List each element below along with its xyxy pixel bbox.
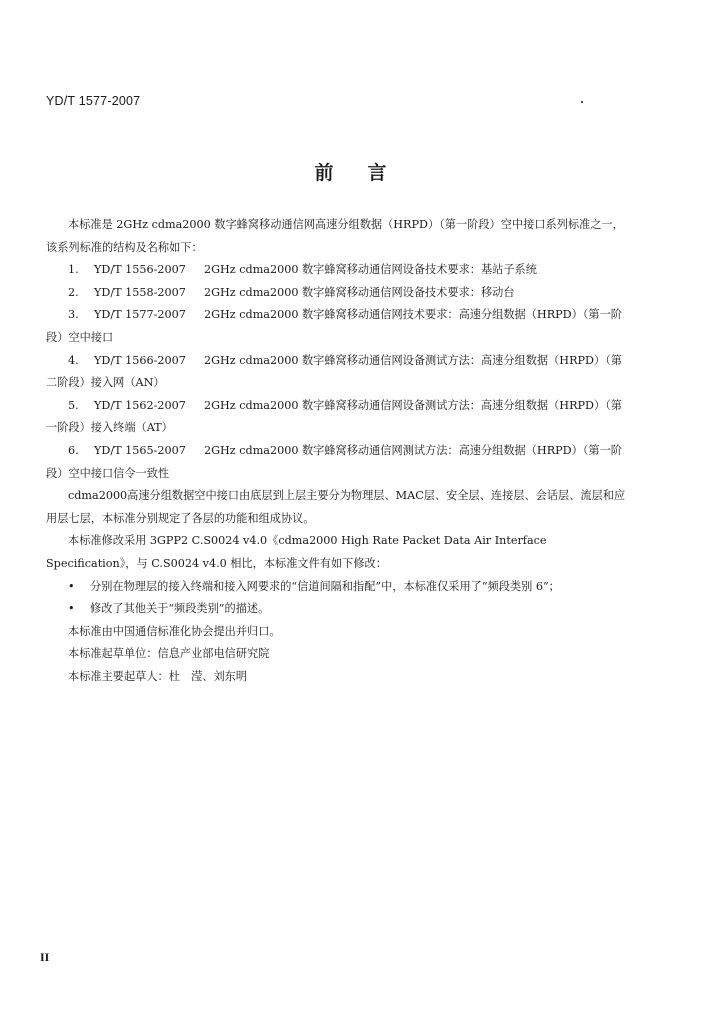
bullet-icon: • bbox=[68, 602, 75, 616]
standard-code-header: YD/T 1577-2007 bbox=[46, 94, 141, 108]
series-item bbox=[46, 282, 632, 305]
drafting-unit-statement: 本标准起草单位：信息产业部电信研究院 bbox=[68, 647, 270, 661]
modification-text: 分别在物理层的接入终端和接入网要求的“信道间隔和指配”中，本标准仅采用了“频段类别 6”； bbox=[90, 579, 560, 593]
series-item-name: 2GHz cdma2000 数字蜂窝移动通信网技术要求：高速分组数据（HRPD）（第一阶段）空中接口 bbox=[46, 308, 622, 344]
intro-paragraph: 本标准是 2GHz cdma2000 数字蜂窝移动通信网高速分组数据（HRPD）（第一阶段）空中接口系列标准之一，该系列标准的结构及名称如下： bbox=[46, 218, 624, 254]
modification-item bbox=[46, 576, 632, 599]
series-item-name: 2GHz cdma2000 数字蜂窝移动通信网设备技术要求：移动台 bbox=[204, 285, 515, 299]
modification-text: 修改了其他关于“频段类别”的描述。 bbox=[90, 602, 270, 616]
scan-speck bbox=[581, 101, 583, 103]
series-item-code: YD/T 1558-2007 bbox=[94, 285, 186, 299]
page-title: 前言 bbox=[314, 162, 421, 184]
series-item-name: 2GHz cdma2000 数字蜂窝移动通信网设备测试方法：高速分组数据（HRPD）（第二阶段）接入网（AN） bbox=[46, 353, 622, 390]
series-item-number: 5. bbox=[68, 398, 79, 412]
foreword-body bbox=[46, 214, 632, 688]
series-item-number: 4. bbox=[68, 353, 79, 367]
page-number: II bbox=[40, 950, 50, 964]
series-item-name: 2GHz cdma2000 数字蜂窝移动通信网设备测试方法：高速分组数据（HRPD）（第一阶段）接入终端（AT） bbox=[46, 398, 622, 435]
modification-item bbox=[46, 598, 632, 621]
series-item-number: 1. bbox=[68, 263, 79, 277]
layers-paragraph: cdma2000高速分组数据空中接口由底层到上层主要分为物理层、MAC层、安全层、连接层、会话层、流层和应用层七层，本标准分别规定了各层的功能和组成协议。 bbox=[46, 489, 626, 525]
series-item-code: YD/T 1565-2007 bbox=[94, 443, 186, 457]
drafters-statement: 本标准主要起草人：杜 滢、刘东明 bbox=[68, 669, 248, 683]
series-item-number: 3. bbox=[68, 308, 79, 322]
series-item bbox=[46, 395, 632, 440]
series-item-name: 2GHz cdma2000 数字蜂窝移动通信网设备技术要求：基站子系统 bbox=[204, 263, 537, 277]
series-item-code: YD/T 1562-2007 bbox=[94, 398, 186, 412]
series-item-number: 2. bbox=[68, 285, 79, 299]
series-item bbox=[46, 259, 632, 282]
series-item-code: YD/T 1556-2007 bbox=[94, 263, 186, 277]
proposer-statement: 本标准由中国通信标准化协会提出并归口。 bbox=[68, 624, 281, 638]
series-item bbox=[46, 350, 632, 395]
adoption-paragraph: 本标准修改采用 3GPP2 C.S0024 v4.0《cdma2000 High Rate Packet Data Air Interface Specification》，与 C.S0024 v4.0 相比，本标准文件有如下修改： bbox=[46, 534, 547, 570]
series-item bbox=[46, 304, 632, 349]
series-item-code: YD/T 1577-2007 bbox=[94, 308, 186, 322]
series-item bbox=[46, 440, 632, 485]
series-item-number: 6. bbox=[68, 443, 79, 457]
series-item-code: YD/T 1566-2007 bbox=[94, 353, 186, 367]
series-item-name: 2GHz cdma2000 数字蜂窝移动通信网测试方法：高速分组数据（HRPD）（第一阶段）空中接口信令一致性 bbox=[46, 443, 622, 480]
bullet-icon: • bbox=[68, 579, 75, 593]
